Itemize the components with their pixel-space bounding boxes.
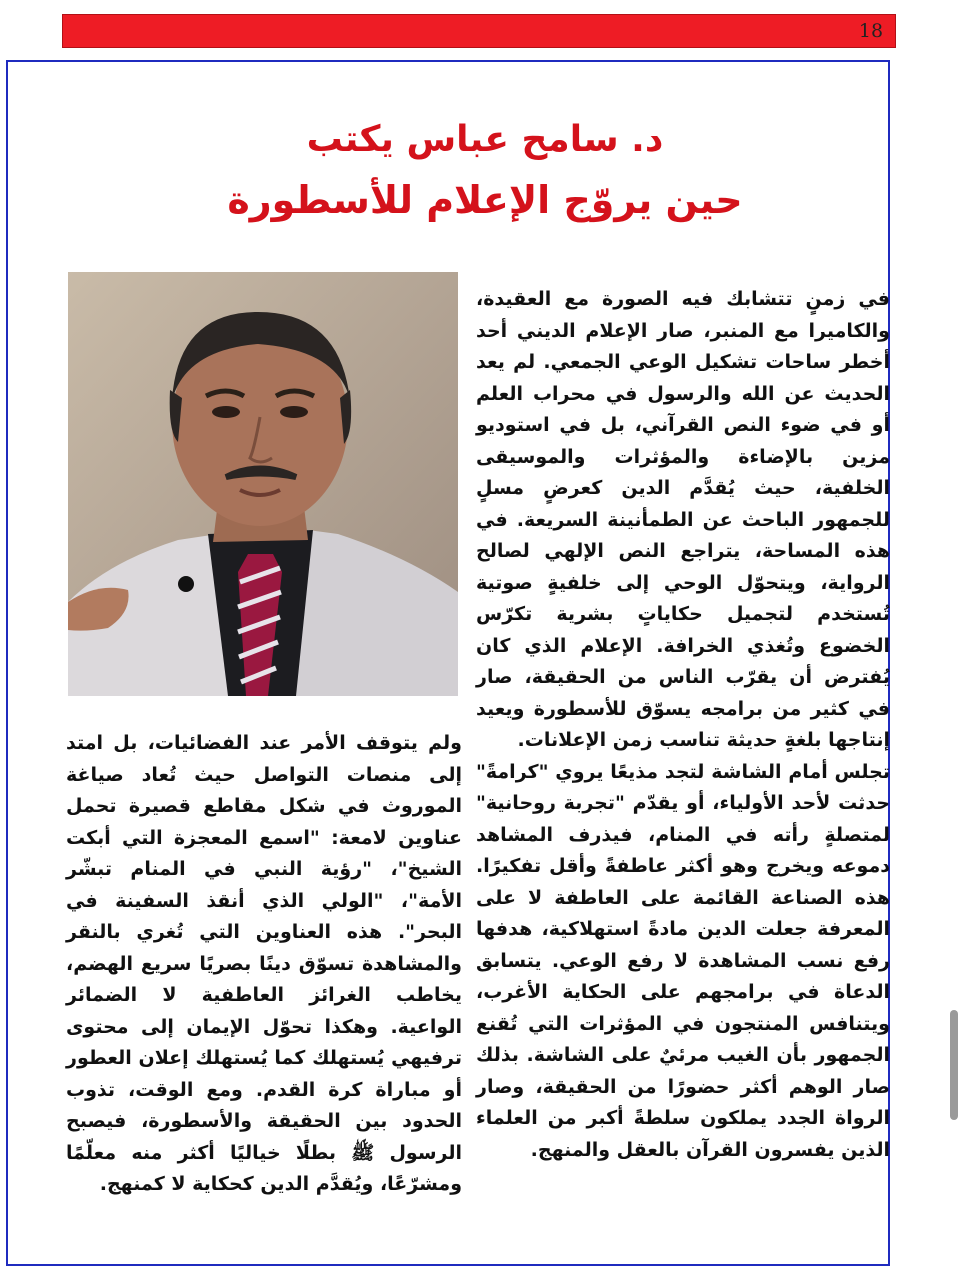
article-right-column	[476, 284, 890, 1166]
scrollbar-thumb[interactable]	[950, 1010, 958, 1120]
paragraph: في زمنٍ تتشابك فيه الصورة مع العقيدة، والكاميرا مع المنبر، صار الإعلام الديني أحد أخطر ساحات تشكيل الوعي الجمعي. لم يعد الحديث عن الله والرسول في محراب العلم أو في ضوء النص القرآني، بل في استوديو مزين بالإضاءة والمؤثرات والموسيقى الخلفية، حيث يُقدَّم الدين كعرضٍ مسلٍ للجمهور الباحث عن الطمأنينة السريعة. في هذه المساحة، يتراجع النص الإلهي لصالح الرواية، ويتحوّل الوحي إلى خلفيةٍ صوتية تُستخدم لتجميل حكاياتٍ بشرية تكرّس الخضوع وتُغذي الخرافة. الإعلام الذي كان يُفترض أن يقرّب الناس من الحقيقة، صار في كثير من برامجه يسوّق للأسطورة ويعيد إنتاجها بلغةٍ حديثة تناسب زمن الإعلانات.	[476, 288, 890, 751]
header-bar	[62, 14, 896, 48]
article-title: حين يروّج الإعلام للأسطورة	[227, 178, 743, 222]
author-line: د. سامح عباس يكتب	[306, 119, 664, 160]
author-photo	[68, 272, 458, 696]
article-headline	[140, 112, 830, 232]
paragraph: تجلس أمام الشاشة لتجد مذيعًا يروي "كرامةً" حدثت لأحد الأولياء، أو يقدّم "تجربة روحانية" لمتصلةٍ رأته في المنام، فيذرف المشاهد دموعه ويخرج وهو أكثر عاطفةً وأقل تفكيرًا. هذه الصناعة القائمة على العاطفة لا على المعرفة جعلت الدين مادةً استهلاكية، هدفها رفع نسب المشاهدة لا رفع الوعي. يتسابق الدعاة في برامجهم على الحكاية الأغرب، ويتنافس المنتجون في المؤثرات التي تُقنع الجمهور بأن الغيب مرئيٌ على الشاشة. بذلك صار الوهم أكثر حضورًا من الحقيقة، وصار الرواة الجدد يملكون سلطةً أكبر من العلماء الذين يفسرون القرآن بالعقل والمنهج.	[476, 760, 890, 1161]
portrait-illustration	[68, 272, 458, 696]
paragraph: ولم يتوقف الأمر عند الفضائيات، بل امتد إلى منصات التواصل حيث تُعاد صياغة الموروث في شكل مقاطع قصيرة تحمل عناوين لامعة: "اسمع المعجزة التي أبكت الشيخ"، "رؤية النبي في المنام تبشّر الأمة"، "الولي الذي أنقذ السفينة في البحر". هذه العناوين التي تُغري بالنقر والمشاهدة تسوّق دينًا بصريًا سريع الهضم، يخاطب الغرائز العاطفية لا الضمائر الواعية. وهكذا تحوّل الإيمان إلى محتوى ترفيهي يُستهلك كما يُستهلك إعلان العطور أو مباراة كرة القدم. ومع الوقت، تذوب الحدود بين الحقيقة والأسطورة، فيصبح الرسول ﷺ بطلًا خياليًا أكثر منه معلّمًا ومشرّعًا، ويُقدَّم الدين كحكاية لا كمنهج.	[66, 732, 462, 1195]
article-left-column	[66, 728, 462, 1201]
page-number: 18	[858, 20, 884, 42]
